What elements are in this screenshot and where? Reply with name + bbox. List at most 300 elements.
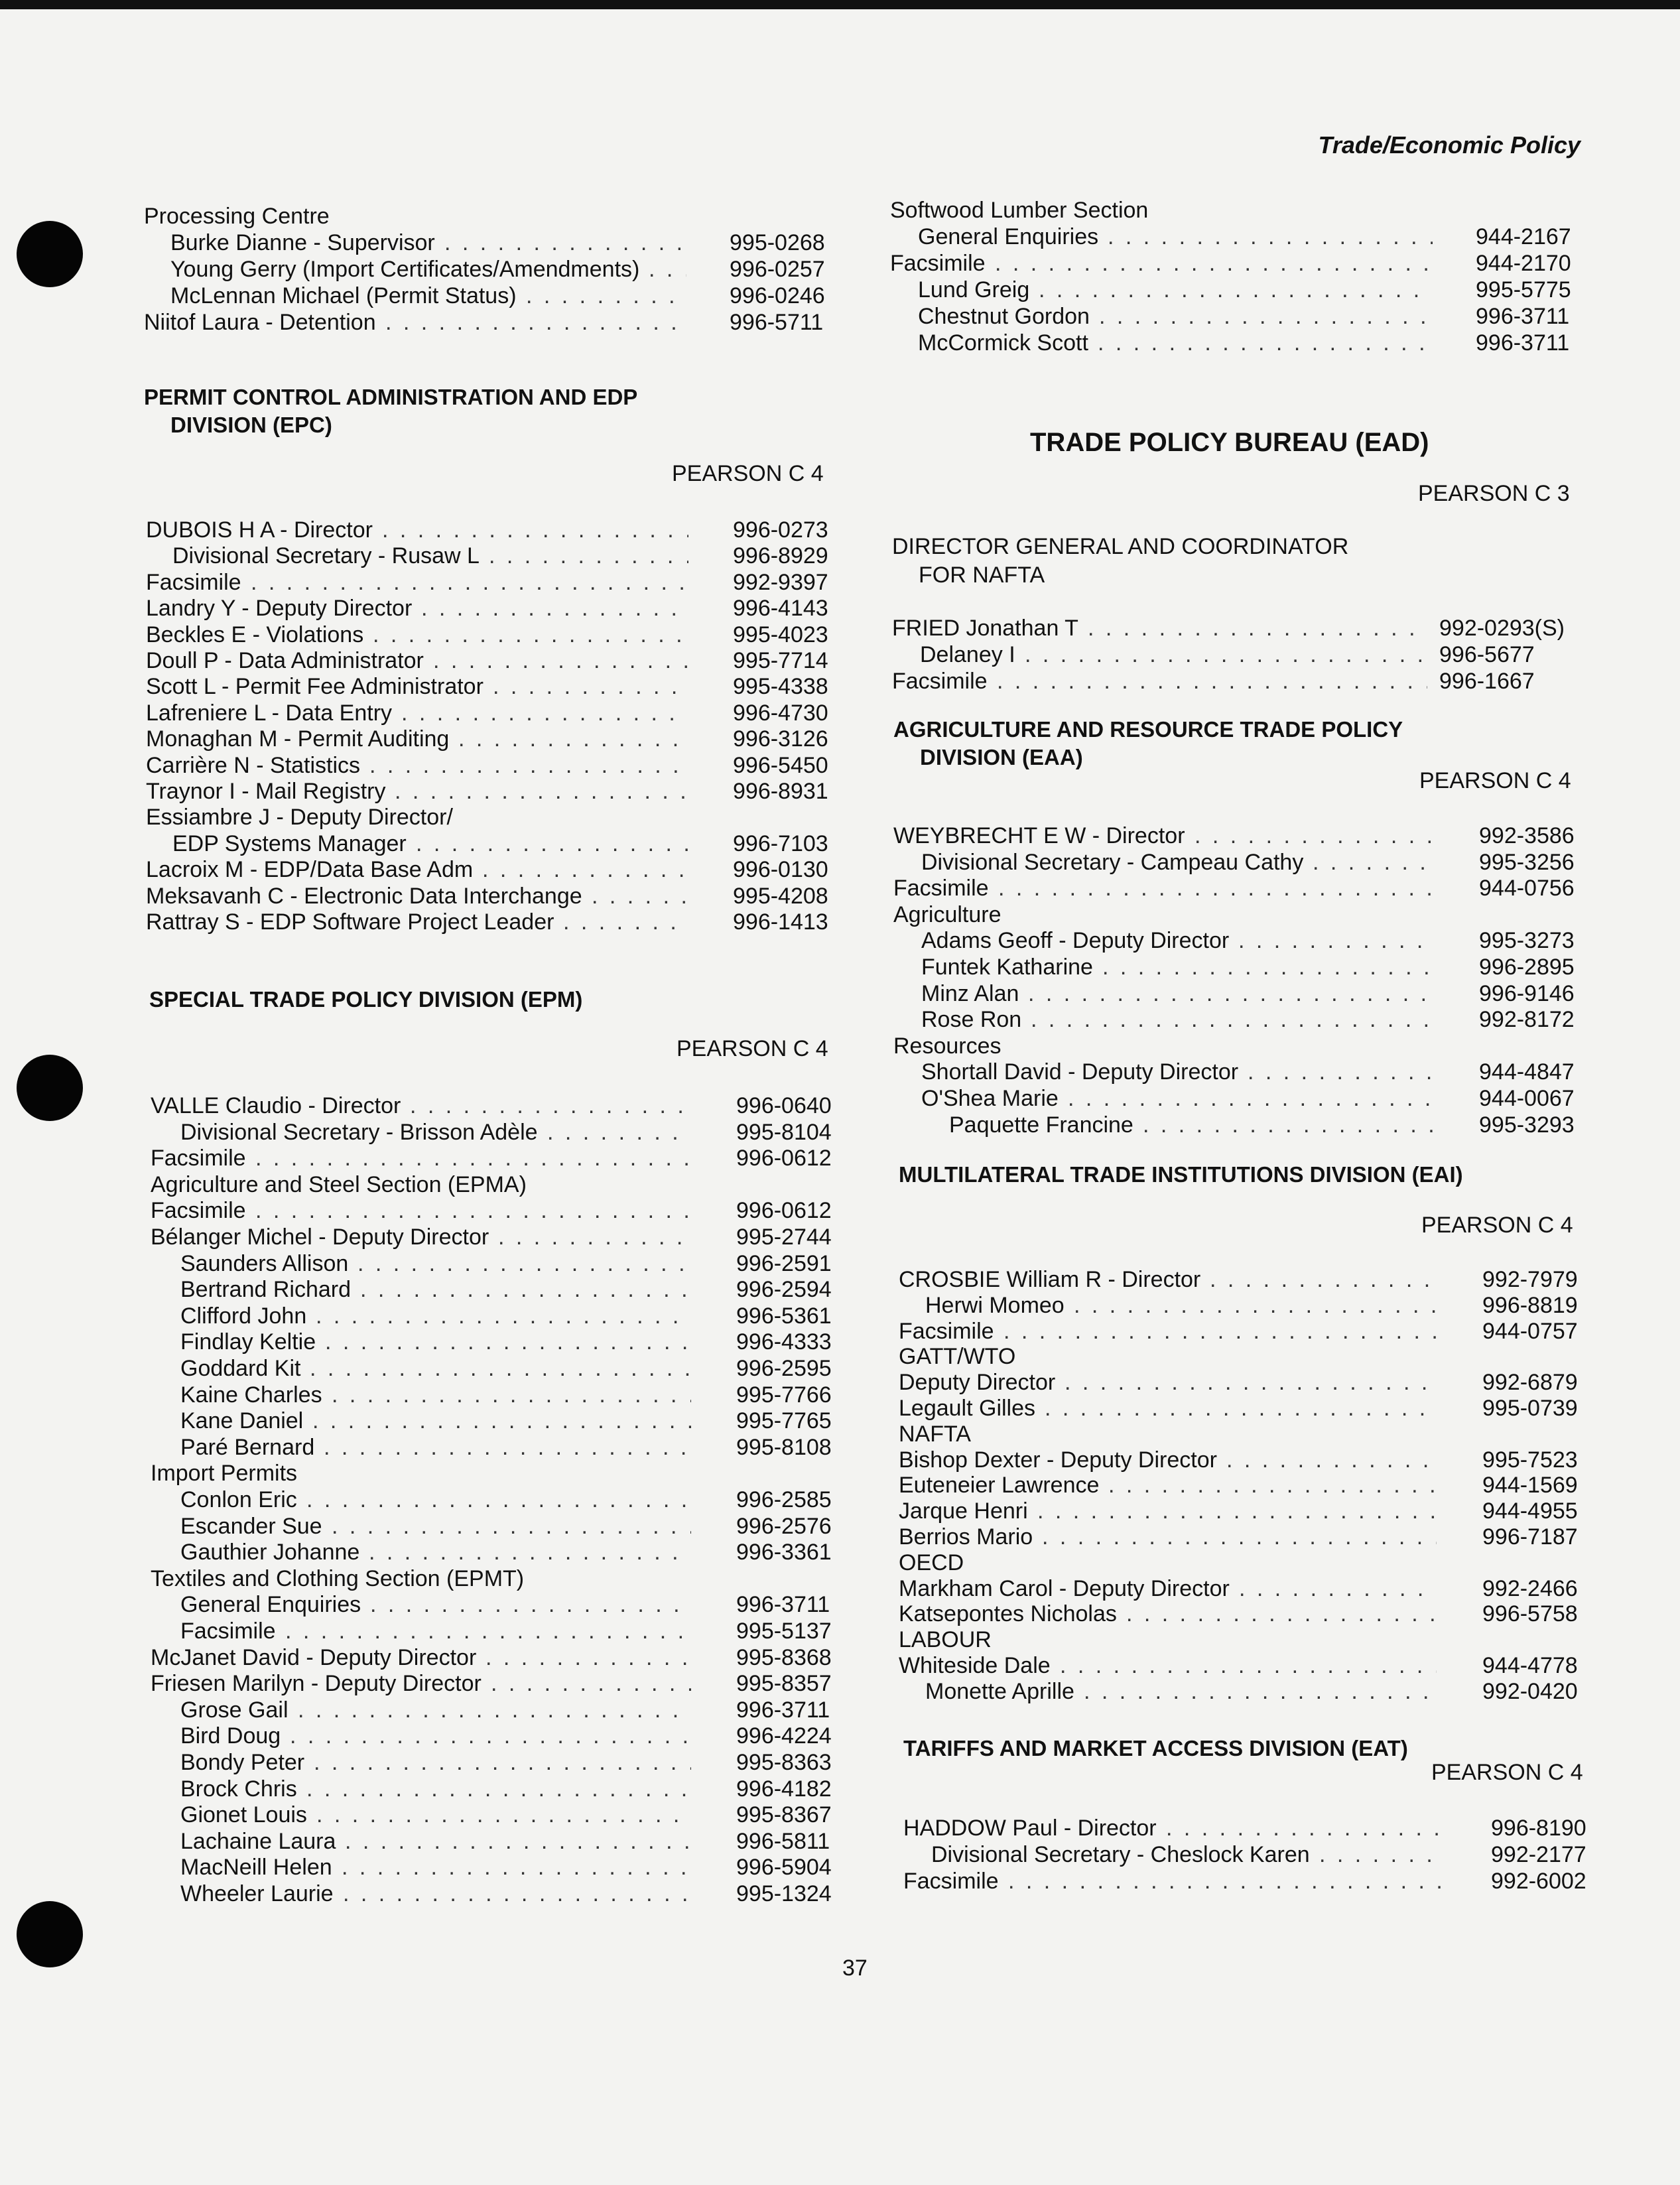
entry-phone: 996-7103	[733, 830, 828, 856]
leader-dots	[1108, 1473, 1437, 1498]
leader-dots	[1068, 1086, 1434, 1112]
entry-name: General Enquiries	[180, 1592, 361, 1618]
leader-dots	[342, 1855, 691, 1881]
entry-phone: 996-0612	[736, 1198, 832, 1224]
leader-dots	[306, 1776, 691, 1802]
entry-name: Facsimile	[892, 669, 988, 694]
directory-entry	[0, 779, 856, 805]
directory-entry	[0, 674, 856, 700]
leader-dots	[255, 1198, 691, 1224]
leader-dots	[563, 909, 688, 935]
directory-entry	[0, 1645, 856, 1672]
leader-dots	[1025, 642, 1427, 668]
leader-dots	[416, 831, 688, 857]
epc-heading-line2: DIVISION (EPC)	[170, 413, 332, 437]
entry-name: Escander Sue	[180, 1513, 322, 1539]
directory-entry	[856, 224, 1680, 251]
entry-name: OECD	[899, 1550, 964, 1575]
leader-dots	[526, 283, 686, 309]
entry-name: EDP Systems Manager	[172, 830, 407, 856]
entry-name: Divisional Secretary - Cheslock Karen	[931, 1842, 1310, 1867]
entry-phone: 996-1667	[1439, 669, 1535, 694]
entry-name: General Enquiries	[918, 224, 1099, 249]
leader-dots	[373, 622, 688, 648]
leader-dots	[1166, 1816, 1445, 1841]
directory-entry	[0, 857, 856, 884]
entry-phone: 995-4208	[733, 883, 828, 909]
entry-phone: 944-2170	[1476, 251, 1571, 276]
entry-name: Facsimile	[151, 1146, 246, 1171]
directory-entry	[0, 648, 856, 675]
entry-phone: 992-7979	[1482, 1267, 1578, 1292]
entry-name: Jarque Henri	[899, 1498, 1028, 1524]
entry-phone: 944-4847	[1479, 1059, 1575, 1085]
directory-entry	[0, 726, 856, 753]
entry-phone: 996-8190	[1491, 1816, 1586, 1841]
directory-entry	[0, 257, 856, 283]
leader-dots	[1210, 1267, 1437, 1293]
directory-entry	[0, 283, 856, 310]
entry-phone: 996-2585	[736, 1487, 832, 1512]
entry-name: Meksavanh C - Electronic Data Interchange	[146, 883, 582, 909]
entry-name: Facsimile	[890, 251, 986, 276]
entry-name: Bondy Peter	[180, 1750, 305, 1775]
directory-entry	[0, 1802, 856, 1829]
leader-dots	[370, 1592, 691, 1618]
entry-name: Young Gerry (Import Certificates/Amendments)	[170, 257, 640, 282]
entry-phone: 992-6002	[1491, 1869, 1586, 1894]
leader-dots	[316, 1303, 691, 1329]
entry-name: Monaghan M - Permit Auditing	[146, 726, 450, 752]
dg-heading-line1: DIRECTOR GENERAL AND COORDINATOR	[892, 534, 1349, 559]
leader-dots	[1099, 304, 1433, 330]
leader-dots	[1313, 850, 1434, 876]
entry-phone: 996-7187	[1482, 1524, 1578, 1550]
dg-heading-line2: FOR NAFTA	[919, 563, 1045, 588]
leader-dots	[1098, 330, 1433, 356]
directory-entry	[856, 1524, 1680, 1551]
leader-dots	[592, 884, 688, 909]
leader-dots	[493, 674, 688, 700]
leader-dots	[1008, 1869, 1445, 1894]
entry-phone: 996-2895	[1479, 955, 1575, 980]
leader-dots	[1088, 616, 1427, 641]
directory-entry	[0, 1120, 856, 1146]
directory-entry	[856, 1576, 1680, 1603]
entry-name: GATT/WTO	[899, 1344, 1016, 1370]
eai-heading: MULTILATERAL TRADE INSTITUTIONS DIVISION (EAI)	[899, 1162, 1463, 1187]
leader-dots	[489, 543, 688, 569]
leader-dots	[998, 876, 1434, 901]
directory-entry	[856, 616, 1680, 642]
leader-dots	[316, 1802, 691, 1828]
entry-name: Niitof Laura - Detention	[144, 310, 376, 335]
entry-name: Doull P - Data Administrator	[146, 648, 424, 673]
entry-name: Conlon Eric	[180, 1487, 297, 1512]
leader-dots	[1126, 1601, 1437, 1627]
directory-entry	[856, 823, 1680, 850]
directory-entry	[0, 543, 856, 570]
bureau-location: PEARSON C 3	[1418, 481, 1570, 506]
directory-entry	[0, 1566, 856, 1593]
entry-phone: 996-3711	[736, 1697, 830, 1723]
leader-dots	[401, 700, 688, 726]
entry-name: Shortall David - Deputy Director	[921, 1059, 1239, 1085]
entry-name: Essiambre J - Deputy Director/	[146, 805, 453, 830]
entry-name: Findlay Keltie	[180, 1329, 316, 1355]
directory-entry	[856, 1396, 1680, 1422]
entry-phone: 944-4778	[1482, 1653, 1578, 1678]
directory-entry	[856, 1601, 1680, 1628]
leader-dots	[285, 1619, 691, 1644]
leader-dots	[357, 1251, 691, 1277]
entry-name: Beckles E - Violations	[146, 622, 364, 647]
entry-name: Facsimile	[899, 1318, 994, 1344]
entry-phone: 996-3711	[736, 1592, 830, 1618]
directory-entry	[0, 909, 856, 936]
leader-dots	[298, 1697, 691, 1723]
entry-phone: 996-5811	[736, 1828, 830, 1854]
entry-name: Grose Gail	[180, 1697, 289, 1723]
directory-entry	[856, 1842, 1680, 1869]
entry-name: Kane Daniel	[180, 1408, 304, 1434]
directory-entry	[856, 1869, 1680, 1895]
directory-entry	[0, 517, 856, 544]
entry-name: Lachaine Laura	[180, 1828, 336, 1854]
entry-name: MacNeill Helen	[180, 1855, 332, 1881]
leader-dots	[433, 648, 688, 674]
entry-name: WEYBRECHT E W - Director	[893, 823, 1185, 848]
entry-name: Wheeler Laurie	[180, 1881, 334, 1906]
entry-phone: 944-1569	[1482, 1473, 1578, 1498]
directory-entry	[856, 981, 1680, 1008]
leader-dots	[995, 251, 1433, 277]
directory-entry	[856, 251, 1680, 277]
entry-phone: 995-3293	[1479, 1112, 1575, 1138]
directory-entry	[0, 1723, 856, 1750]
directory-entry	[856, 876, 1680, 902]
leader-dots	[1248, 1059, 1434, 1085]
entry-name: CROSBIE William R - Director	[899, 1267, 1201, 1292]
directory-entry	[856, 1293, 1680, 1319]
entry-phone: 995-3273	[1479, 928, 1575, 954]
eaa-heading-line2: DIVISION (EAA)	[920, 745, 1083, 769]
entry-name: Facsimile	[146, 569, 241, 595]
entry-name: Rattray S - EDP Software Project Leader	[146, 909, 554, 935]
directory-entry	[0, 753, 856, 779]
entry-phone: 992-0293(S)	[1439, 616, 1565, 641]
eaa-location: PEARSON C 4	[1419, 768, 1571, 793]
directory-entry	[0, 1303, 856, 1330]
leader-dots	[1143, 1112, 1434, 1138]
directory-entry	[856, 1344, 1680, 1370]
entry-phone: 995-5775	[1476, 277, 1571, 302]
entry-phone: 996-0130	[733, 857, 828, 883]
entry-name: McCormick Scott	[918, 330, 1088, 356]
entry-phone: 996-4224	[736, 1723, 832, 1749]
leader-dots	[369, 1540, 691, 1565]
entry-phone: 996-3126	[733, 726, 828, 752]
leader-dots	[255, 1146, 691, 1171]
leader-dots	[290, 1723, 691, 1749]
entry-phone: 996-3361	[736, 1540, 832, 1565]
entry-phone: 996-5758	[1482, 1601, 1578, 1627]
entry-name: Kaine Charles	[180, 1382, 322, 1408]
entry-name: Resources	[893, 1033, 1002, 1059]
directory-entry	[0, 1329, 856, 1356]
directory-entry	[0, 1514, 856, 1540]
leader-dots	[1060, 1653, 1437, 1679]
entry-name: Delaney I	[920, 642, 1015, 667]
directory-entry	[0, 1382, 856, 1409]
leader-dots	[482, 857, 688, 883]
entry-phone: 995-0268	[730, 230, 825, 255]
processing-centre-title: Processing Centre	[144, 204, 330, 229]
entry-phone: 995-7523	[1482, 1447, 1578, 1473]
leader-dots	[649, 257, 686, 283]
directory-entry	[0, 1461, 856, 1487]
entry-name: Minz Alan	[921, 980, 1019, 1006]
leader-dots	[1074, 1293, 1437, 1319]
epc-heading-line1: PERMIT CONTROL ADMINISTRATION AND EDP	[144, 385, 638, 409]
directory-entry	[856, 1550, 1680, 1577]
entry-phone: 996-5711	[730, 310, 824, 335]
entry-phone: 996-3711	[1476, 304, 1570, 329]
entry-phone: 944-4955	[1482, 1498, 1578, 1524]
directory-entry	[856, 1627, 1680, 1654]
leader-dots	[485, 1645, 691, 1671]
entry-phone: 996-5450	[733, 752, 828, 778]
entry-phone: 944-0067	[1479, 1086, 1575, 1111]
entry-phone: 996-2594	[736, 1277, 832, 1303]
entry-name: Carrière N - Statistics	[146, 752, 361, 778]
entry-name: Agriculture and Steel Section (EPMA)	[151, 1171, 527, 1197]
eai-location: PEARSON C 4	[1421, 1213, 1573, 1238]
directory-entry	[0, 1697, 856, 1724]
directory-entry	[0, 1408, 856, 1435]
entry-name: Katsepontes Nicholas	[899, 1601, 1117, 1627]
directory-entry	[0, 1225, 856, 1251]
directory-entry	[0, 1750, 856, 1776]
directory-entry	[856, 1319, 1680, 1345]
entry-phone: 995-4338	[733, 674, 828, 700]
entry-name: Adams Geoff - Deputy Director	[921, 928, 1230, 954]
entry-phone: 995-1324	[736, 1881, 832, 1906]
leader-dots	[306, 1487, 691, 1513]
entry-phone: 992-2177	[1491, 1842, 1586, 1867]
directory-entry	[0, 570, 856, 596]
eat-location: PEARSON C 4	[1431, 1760, 1583, 1785]
entry-phone: 995-8368	[736, 1644, 832, 1670]
entry-phone: 996-0612	[736, 1146, 832, 1171]
entry-name: O'Shea Marie	[921, 1086, 1059, 1111]
entry-name: Goddard Kit	[180, 1356, 301, 1381]
directory-entry	[856, 1422, 1680, 1448]
entry-phone: 944-2167	[1476, 224, 1571, 249]
entry-phone: 995-0739	[1482, 1396, 1578, 1421]
directory-entry	[856, 1007, 1680, 1033]
entry-name: FRIED Jonathan T	[892, 616, 1078, 641]
entry-phone: 996-9146	[1479, 980, 1575, 1006]
directory-entry	[856, 304, 1680, 330]
entry-phone: 995-4023	[733, 622, 828, 647]
entry-name: Monette Aprille	[925, 1678, 1074, 1704]
leader-dots	[1084, 1679, 1437, 1705]
leader-dots	[1039, 277, 1433, 303]
entry-phone: 995-7714	[733, 648, 828, 673]
entry-name: Deputy Director	[899, 1370, 1056, 1396]
entry-phone: 995-8363	[736, 1750, 832, 1775]
leader-dots	[310, 1356, 691, 1382]
leader-dots	[385, 310, 686, 336]
leader-dots	[491, 1671, 691, 1697]
directory-entry	[0, 700, 856, 727]
directory-entry	[0, 1251, 856, 1278]
entry-name: Lacroix M - EDP/Data Base Adm	[146, 857, 474, 883]
leader-dots	[1003, 1319, 1437, 1345]
leader-dots	[1226, 1447, 1437, 1473]
leader-dots	[1042, 1524, 1437, 1550]
leader-dots	[314, 1750, 691, 1776]
directory-entry	[0, 831, 856, 858]
entry-name: Gauthier Johanne	[180, 1540, 360, 1565]
directory-entry	[856, 1086, 1680, 1112]
entry-name: Funtek Katharine	[921, 955, 1093, 980]
leader-dots	[1065, 1370, 1437, 1396]
entry-name: Saunders Allison	[180, 1250, 349, 1276]
directory-entry	[0, 1172, 856, 1199]
entry-name: Agriculture	[893, 901, 1002, 927]
entry-name: Scott L - Permit Fee Administrator	[146, 674, 484, 700]
directory-entry	[0, 1356, 856, 1382]
entry-name: VALLE Claudio - Director	[151, 1093, 401, 1118]
leader-dots	[1045, 1396, 1437, 1422]
entry-name: Divisional Secretary - Campeau Cathy	[921, 849, 1304, 875]
directory-entry	[0, 1487, 856, 1514]
entry-name: Whiteside Dale	[899, 1653, 1051, 1678]
entry-phone: 996-0640	[736, 1093, 832, 1118]
directory-entry	[0, 1146, 856, 1172]
entry-phone: 996-0273	[733, 517, 828, 543]
directory-entry	[0, 622, 856, 649]
entry-name: Bishop Dexter - Deputy Director	[899, 1447, 1217, 1473]
entry-phone: 996-4182	[736, 1776, 832, 1802]
directory-entry	[0, 310, 856, 336]
directory-entry	[856, 1473, 1680, 1499]
entry-name: Traynor I - Mail Registry	[146, 779, 386, 804]
entry-phone: 992-0420	[1482, 1678, 1578, 1704]
entry-name: Divisional Secretary - Rusaw L	[172, 543, 480, 569]
leader-dots	[251, 570, 688, 596]
directory-entry	[0, 1435, 856, 1461]
leader-dots	[325, 1329, 691, 1355]
binder-hole-bottom	[17, 1901, 83, 1967]
epm-location: PEARSON C 4	[677, 1036, 828, 1061]
entry-name: Clifford John	[180, 1303, 307, 1329]
entry-name: Paré Bernard	[180, 1434, 315, 1460]
entry-phone: 995-7766	[736, 1382, 832, 1408]
directory-entry	[856, 1267, 1680, 1293]
entry-phone: 996-0246	[730, 283, 825, 308]
entry-phone: 992-3586	[1479, 823, 1575, 848]
directory-entry	[0, 1829, 856, 1855]
entry-phone: 996-8931	[733, 779, 828, 804]
directory-entry	[856, 277, 1680, 304]
entry-name: Bird Doug	[180, 1723, 281, 1749]
directory-entry	[0, 884, 856, 910]
entry-name: Landry Y - Deputy Director	[146, 596, 413, 622]
directory-entry	[856, 669, 1680, 695]
entry-name: LABOUR	[899, 1627, 992, 1653]
directory-entry	[856, 642, 1680, 669]
entry-name: Facsimile	[180, 1619, 276, 1644]
epm-heading: SPECIAL TRADE POLICY DIVISION (EPM)	[149, 987, 583, 1012]
softwood-section-title: Softwood Lumber Section	[890, 198, 1149, 223]
directory-entry	[856, 1033, 1680, 1060]
leader-dots	[343, 1881, 691, 1907]
entry-name: Facsimile	[893, 876, 989, 901]
directory-entry	[0, 805, 856, 831]
leader-dots	[1239, 1576, 1437, 1602]
entry-phone: 995-8357	[736, 1671, 832, 1697]
directory-entry	[856, 1653, 1680, 1680]
directory-entry	[0, 1198, 856, 1225]
entry-phone: 996-0257	[730, 257, 825, 282]
entry-phone: 996-5361	[736, 1303, 832, 1329]
entry-name: Gionet Louis	[180, 1802, 307, 1828]
entry-name: Legault Gilles	[899, 1396, 1036, 1421]
leader-dots	[444, 230, 686, 256]
leader-dots	[421, 596, 688, 622]
entry-name: NAFTA	[899, 1421, 971, 1447]
entry-phone: 996-4333	[736, 1329, 832, 1355]
directory-entry	[0, 1619, 856, 1645]
directory-entry	[0, 1776, 856, 1803]
leader-dots	[1028, 981, 1434, 1007]
leader-dots	[410, 1093, 691, 1119]
entry-phone: 996-4730	[733, 700, 828, 726]
entry-name: Bertrand Richard	[180, 1277, 352, 1303]
leader-dots	[332, 1514, 691, 1540]
entry-name: Lafreniere L - Data Entry	[146, 700, 393, 726]
entry-phone: 995-3256	[1479, 849, 1575, 875]
epc-location: PEARSON C 4	[672, 461, 824, 486]
leader-dots	[547, 1120, 691, 1146]
leader-dots	[1238, 928, 1434, 954]
entry-phone: 995-5137	[736, 1619, 832, 1644]
entry-name: Paquette Francine	[949, 1112, 1133, 1138]
directory-entry	[856, 850, 1680, 876]
entry-name: HADDOW Paul - Director	[903, 1816, 1157, 1841]
entry-phone: 995-7765	[736, 1408, 832, 1434]
entry-phone: 992-2466	[1482, 1575, 1578, 1601]
eat-heading: TARIFFS AND MARKET ACCESS DIVISION (EAT)	[903, 1736, 1408, 1760]
entry-phone: 995-8108	[736, 1434, 832, 1460]
entry-phone: 996-5904	[736, 1855, 832, 1881]
entry-name: Brock Chris	[180, 1776, 297, 1802]
leader-dots	[498, 1225, 691, 1250]
directory-entry	[856, 1679, 1680, 1705]
entry-name: McJanet David - Deputy Director	[151, 1644, 477, 1670]
entry-phone: 996-2576	[736, 1513, 832, 1539]
leader-dots	[369, 753, 688, 779]
directory-entry	[0, 596, 856, 622]
entry-phone: 996-5677	[1439, 642, 1535, 667]
entry-name: Herwi Momeo	[925, 1292, 1065, 1318]
directory-entry	[856, 1370, 1680, 1396]
entry-phone: 996-2591	[736, 1250, 832, 1276]
entry-phone: 996-3711	[1476, 330, 1570, 356]
